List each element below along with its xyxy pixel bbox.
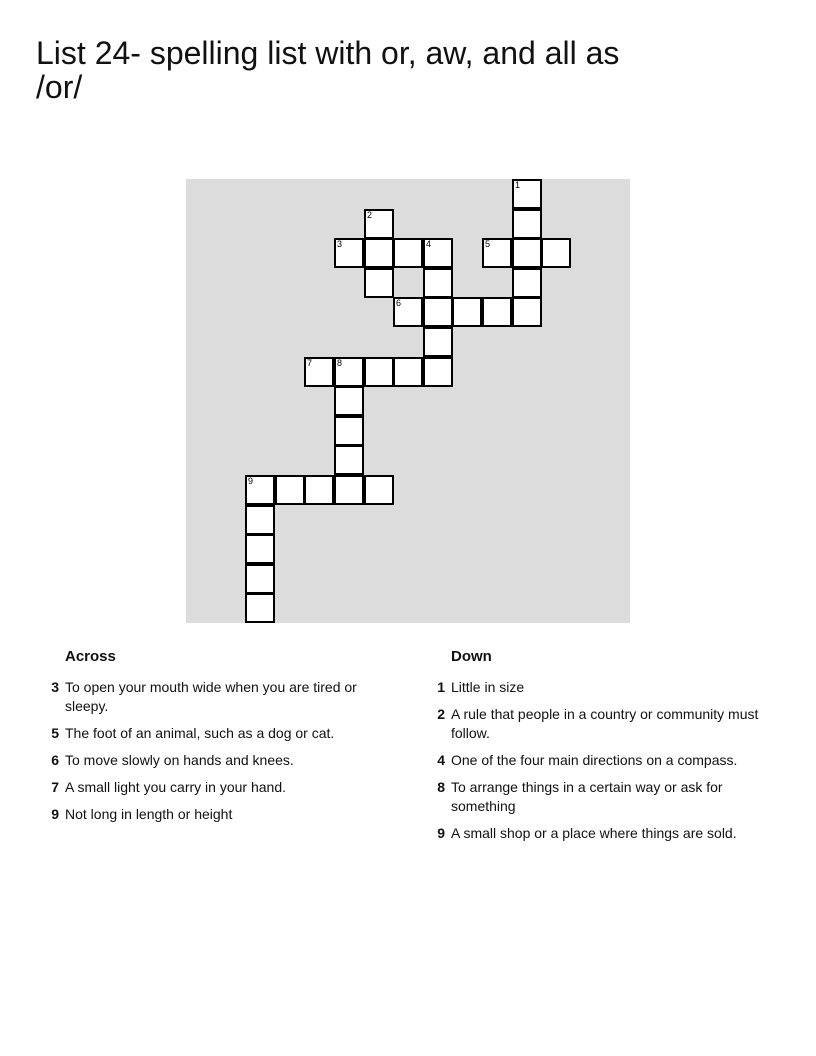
clue-item (426, 778, 786, 816)
crossword-cell[interactable] (245, 475, 275, 505)
clue-number: 2 (437, 706, 445, 722)
crossword-cell[interactable] (334, 357, 364, 387)
crossword-cell[interactable] (482, 238, 512, 268)
clue-text: One of the four main directions on a compass. (451, 752, 738, 768)
crossword-cell[interactable] (245, 593, 275, 623)
clue-text: A rule that people in a country or community must follow. (451, 706, 759, 741)
crossword-cell[interactable] (393, 357, 423, 387)
clue-text: The foot of an animal, such as a dog or cat. (65, 725, 335, 741)
crossword-cell[interactable] (334, 445, 364, 475)
clue-number: 3 (51, 679, 59, 695)
across-clue-list (40, 678, 390, 824)
crossword-cell[interactable] (512, 268, 542, 298)
crossword-cell[interactable] (245, 534, 275, 564)
clue-text: Little in size (451, 679, 525, 695)
cell-number: 5 (485, 239, 491, 249)
clue-number: 4 (437, 752, 445, 768)
clue-number: 9 (51, 806, 59, 822)
crossword-cell[interactable] (334, 416, 364, 446)
crossword-cell[interactable] (423, 357, 453, 387)
cell-number: 1 (515, 180, 521, 190)
clue-text: To open your mouth wide when you are tired or sleepy. (65, 679, 357, 714)
clue-number: 6 (51, 752, 59, 768)
cell-number: 9 (248, 476, 254, 486)
crossword-cell[interactable] (304, 357, 334, 387)
cell-number: 7 (307, 358, 313, 368)
crossword-cell[interactable] (541, 238, 571, 268)
crossword-cell[interactable] (245, 564, 275, 594)
clue-number: 7 (51, 779, 59, 795)
cell-number: 8 (337, 358, 343, 368)
crossword-cell[interactable] (423, 327, 453, 357)
crossword-cell[interactable] (452, 297, 482, 327)
clue-text: A small light you carry in your hand. (65, 779, 286, 795)
clue-number: 8 (437, 779, 445, 795)
crossword-cell[interactable] (423, 238, 453, 268)
clue-item (426, 705, 786, 743)
clue-item (40, 805, 390, 824)
clue-number: 1 (437, 679, 445, 695)
crossword-cell[interactable] (423, 268, 453, 298)
crossword-cell[interactable] (393, 297, 423, 327)
crossword-cell[interactable] (364, 209, 394, 239)
clue-text: Not long in length or height (65, 806, 233, 822)
crossword-cell[interactable] (482, 297, 512, 327)
clue-number: 9 (437, 825, 445, 841)
crossword-cell[interactable] (512, 238, 542, 268)
crossword-cell[interactable] (512, 179, 542, 209)
crossword-cell[interactable] (512, 209, 542, 239)
cell-number: 3 (337, 239, 343, 249)
page-title: List 24- spelling list with or, aw, and all as /or/ (36, 35, 620, 105)
clue-item (40, 778, 390, 797)
clue-text: A small shop or a place where things are sold. (451, 825, 737, 841)
down-clues-section (426, 648, 786, 851)
clue-item (40, 724, 390, 743)
crossword-cell[interactable] (334, 238, 364, 268)
clue-text: To arrange things in a certain way or ask for something (451, 779, 723, 814)
crossword-cell[interactable] (364, 475, 394, 505)
clue-item (40, 751, 390, 770)
crossword-cell[interactable] (334, 475, 364, 505)
cell-number: 2 (367, 210, 373, 220)
crossword-cell[interactable] (275, 475, 305, 505)
crossword-cell[interactable] (364, 268, 394, 298)
crossword-cell[interactable] (304, 475, 334, 505)
crossword-cell[interactable] (512, 297, 542, 327)
across-heading: Across (65, 648, 116, 665)
clue-number: 5 (51, 725, 59, 741)
crossword-cell[interactable] (393, 238, 423, 268)
crossword-cell[interactable] (245, 505, 275, 535)
crossword-grid (186, 179, 630, 623)
clue-item (40, 678, 390, 716)
across-clues-section (40, 648, 390, 832)
clue-item (426, 751, 786, 770)
clue-text: To move slowly on hands and knees. (65, 752, 294, 768)
crossword-cell[interactable] (364, 357, 394, 387)
crossword-cell[interactable] (364, 238, 394, 268)
cell-number: 4 (426, 239, 432, 249)
clue-item (426, 678, 786, 697)
cell-number: 6 (396, 298, 402, 308)
crossword-cell[interactable] (423, 297, 453, 327)
down-heading: Down (451, 648, 492, 665)
down-clue-list (426, 678, 786, 843)
crossword-cell[interactable] (334, 386, 364, 416)
clue-item (426, 824, 786, 843)
